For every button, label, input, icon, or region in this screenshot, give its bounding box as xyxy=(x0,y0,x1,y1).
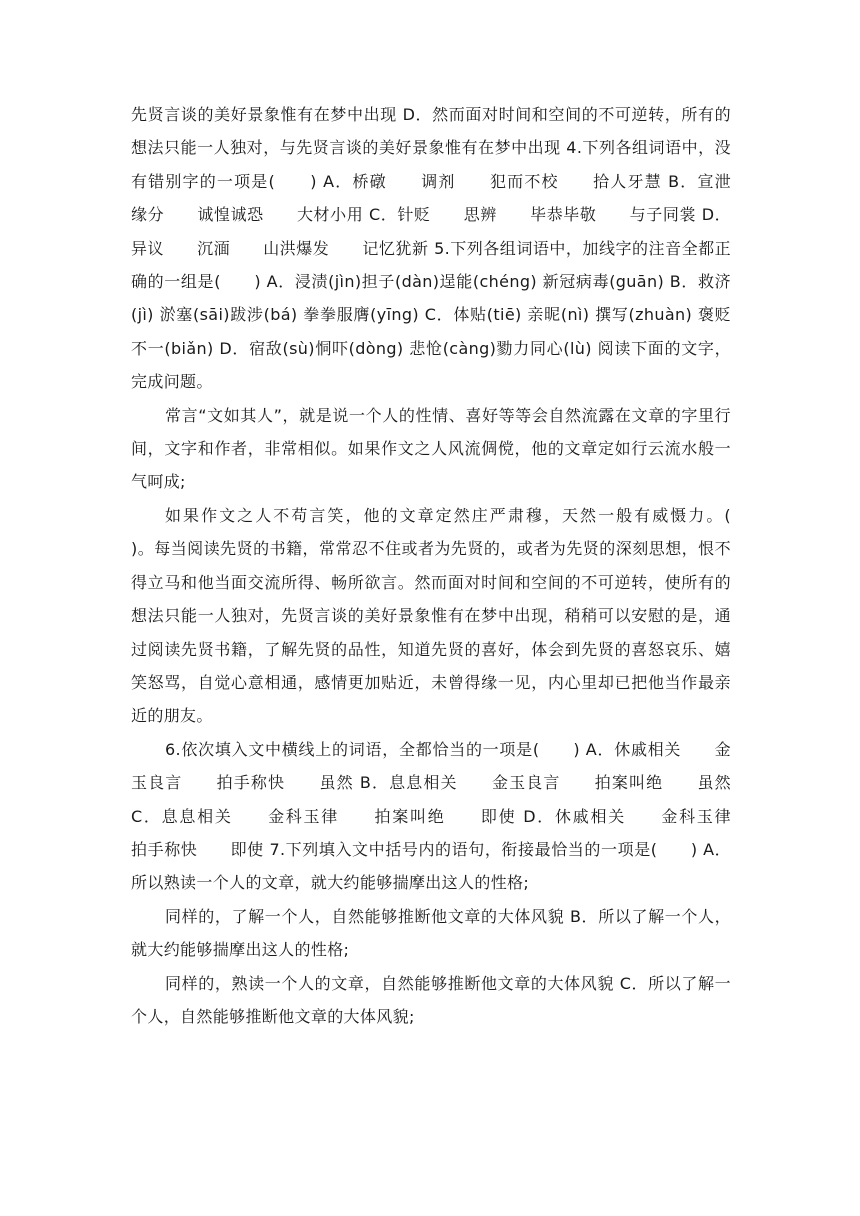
paragraph-option-b: 同样的，了解一个人，自然能够推断他文章的大体风貌 B．所以了解一个人，就大约能够揣摩出这人的性格; xyxy=(131,906,731,960)
paragraph-passage-body: 如果作文之人不苟言笑，他的文章定然庄严肃穆，天然一般有威慑力。( )。每当阅读先贤的书籍，常常忍不住或者为先贤的，或者为先贤的深刻思想，恨不得立马和他当面交流所得、畅所欲言。然而面对时间和空间的不可逆转，使所有的想法只能一人独对，先贤言谈的美好景象惟有在梦中出现，稍稍可以安慰的是，通过阅读先贤书籍，了解先贤的品性，知道先贤的喜好，体会到先贤的喜怒哀乐、嬉笑怒骂，自觉心意相通，感情更加贴近，未曾得缘一见，内心里却已把他当作最亲近的朋友。 xyxy=(131,505,781,726)
paragraph-option-c: 同样的，熟读一个人的文章，自然能够推断他文章的大体风貌 C．所以了解一个人，自然能够推断他文章的大体风貌; xyxy=(131,973,731,1026)
paragraph-questions-6-7: 6.依次填入文中横线上的词语，全都恰当的一项是( ) A．休戚相关 金玉良言 拍手称快 虽然 B．息息相关 金玉良言 拍案叫绝 虽然 C．息息相关 金科玉律 拍案叫绝 即使 D．休戚相关 金科玉律 拍手称快 即使 7.下列填入文中括号内的语句，衔接最恰当的一项是( ) A．所以熟读一个人的文章，就大约能够揣摩出这人的性格; xyxy=(131,739,764,893)
paragraph-passage-intro: 常言“文如其人”，就是说一个人的性情、喜好等等会自然流露在文章的字里行间，文字和作者，非常相似。如果作文之人风流倜傥，他的文章定如行云流水般一气呵成; xyxy=(131,405,731,492)
paragraph-questions-4-5: 先贤言谈的美好景象惟有在梦中出现 D．然而面对时间和空间的不可逆转，所有的想法只能一人独对，与先贤言谈的美好景象惟有在梦中出现 4.下列各组词语中，没有错别字的一项是( ) A．桥礅 调剂 犯而不校 拾人牙慧 B．宣泄 缘分 诚惶诚恐 大材小用 C．针贬 思辨 毕恭毕敬 与子同裳 D．异议 沉湎 山洪爆发 记忆犹新 5.下列各组词语中，加线字的注音全都正确的一组是( ) A．浸渍(jìn)担子(dàn)逞能(chéng) 新冠病毒(guān) B．救济(jì) 淤塞(sāi)跋涉(bá) 拳拳服膺(yīng) C．体贴(tiē) 亲昵(nì) 撰写(zhuàn) 褒贬不一(biǎn) D．宿敌(sù)恫吓(dòng) 悲怆(càng)勠力同心(lù) 阅读下面的文字，完成问题。 xyxy=(131,105,764,392)
document-body xyxy=(131,98,781,1033)
